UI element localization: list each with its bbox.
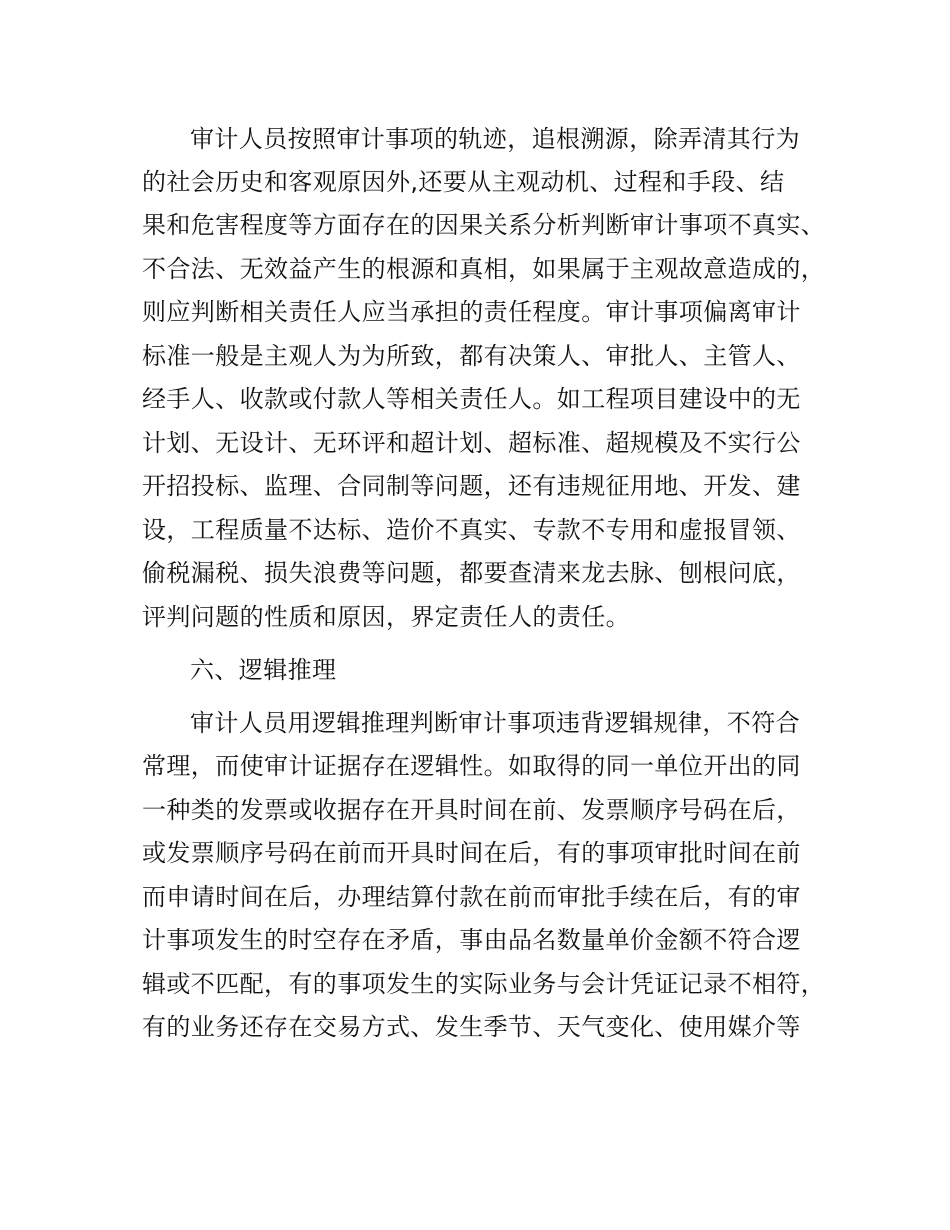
paragraph-1-line: 经手人、收款或付款人等相关责任人。如工程项目建设中的无 <box>142 385 801 413</box>
paragraph-2-line: 有的业务还存在交易方式、发生季节、天气变化、使用媒介等 <box>142 1013 801 1041</box>
paragraph-1-line: 设，工程质量不达标、造价不真实、专款不专用和虚报冒领、 <box>142 516 801 544</box>
paragraph-1-line: 审计人员按照审计事项的轨迹，追根溯源，除弄清其行为 <box>190 125 800 153</box>
paragraph-1-line: 果和危害程度等方面存在的因果关系分析判断审计事项不真实、 <box>142 211 826 239</box>
paragraph-2-line: 或发票顺序号码在前而开具时间在后，有的事项审批时间在前 <box>142 839 801 867</box>
paragraph-2-line: 辑或不匹配，有的事项发生的实际业务与会计凭证记录不相符， <box>142 970 826 998</box>
paragraph-2-line: 而申请时间在后，办理结算付款在前而审批手续在后，有的审 <box>142 883 801 911</box>
section-heading: 六、逻辑推理 <box>190 656 337 684</box>
paragraph-2-line: 计事项发生的时空存在矛盾，事由品名数量单价金额不符合逻 <box>142 926 801 954</box>
paragraph-2-line: 一种类的发票或收据存在开具时间在前、发票顺序号码在后， <box>142 796 801 824</box>
paragraph-1-line: 则应判断相关责任人应当承担的责任程度。审计事项偏离审计 <box>142 298 801 326</box>
paragraph-1-line: 不合法、无效益产生的根源和真相，如果属于主观故意造成的， <box>142 255 826 283</box>
paragraph-1-line: 计划、无设计、无环评和超计划、超标准、超规模及不实行公 <box>142 429 801 457</box>
paragraph-2-line: 审计人员用逻辑推理判断审计事项违背逻辑规律，不符合 <box>190 709 800 737</box>
paragraph-1-line: 开招投标、监理、合同制等问题，还有违规征用地、开发、建 <box>142 472 801 500</box>
paragraph-2-line: 常理，而使审计证据存在逻辑性。如取得的同一单位开出的同 <box>142 752 801 780</box>
paragraph-1-line: 的社会历史和客观原因外,还要从主观动机、过程和手段、结 <box>142 168 785 196</box>
paragraph-1-line: 评判问题的性质和原因，界定责任人的责任。 <box>142 603 630 631</box>
paragraph-1-line: 标准一般是主观人为为所致，都有决策人、审批人、主管人、 <box>142 342 801 370</box>
paragraph-1-line: 偷税漏税、损失浪费等问题，都要查清来龙去脉、刨根问底， <box>142 559 801 587</box>
